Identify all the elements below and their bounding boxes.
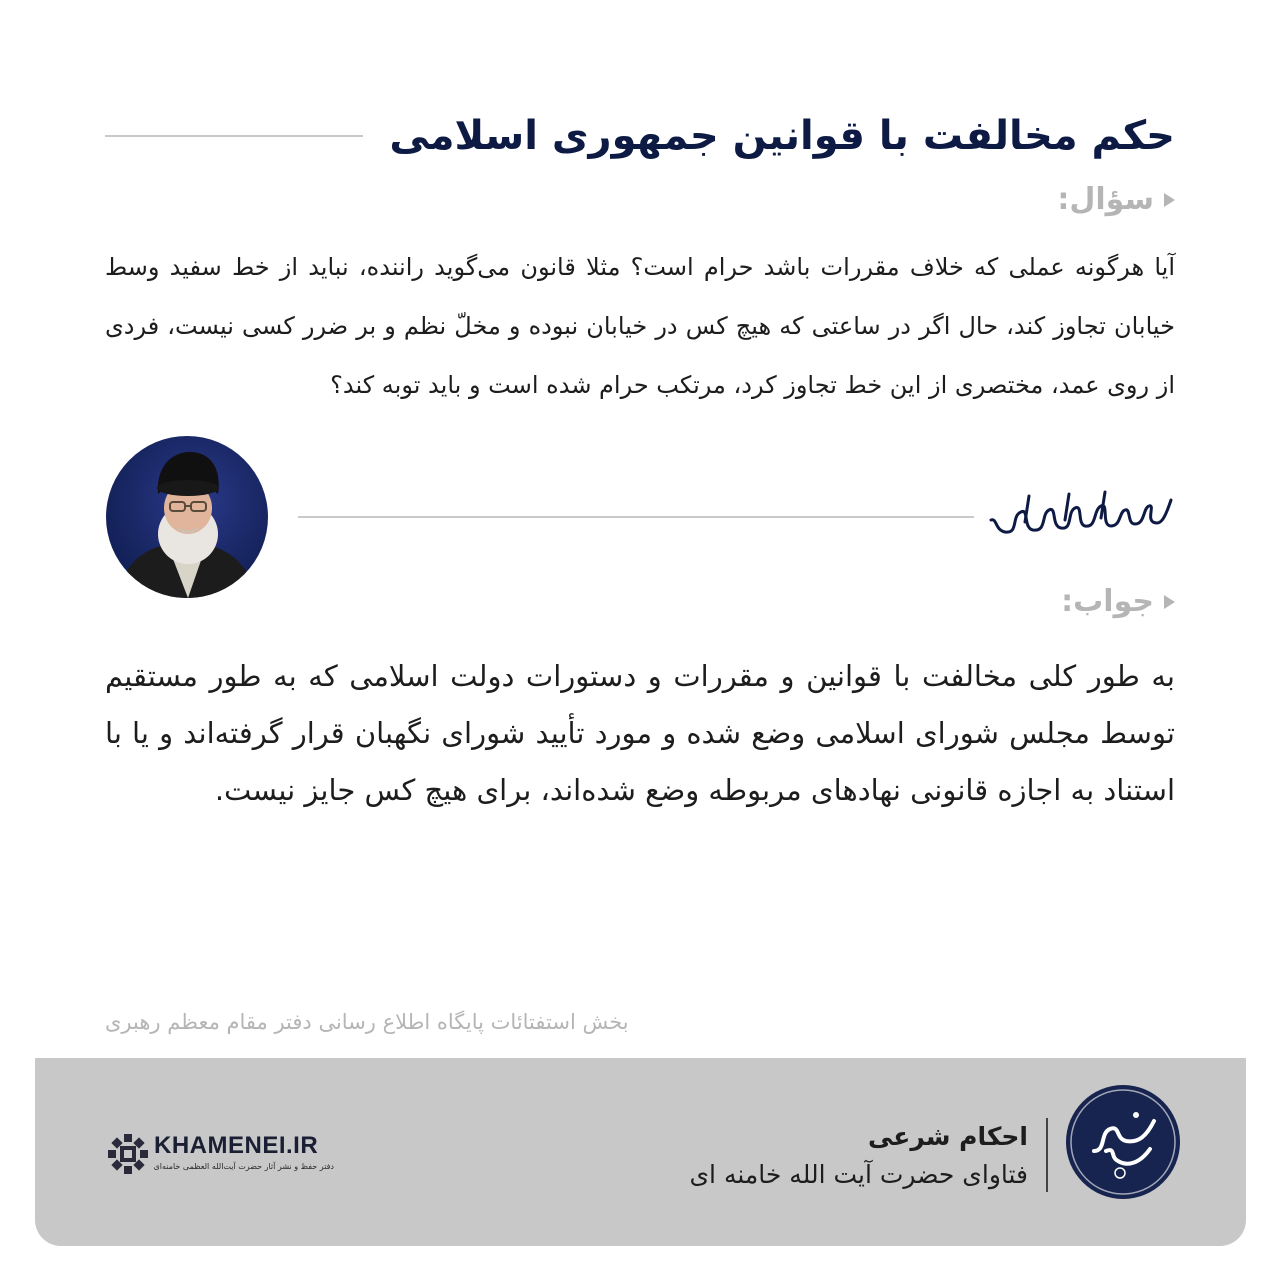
source-credit: بخش استفتائات پایگاه اطلاع رسانی دفتر مقام معظم رهبری: [105, 1010, 629, 1034]
answer-label-text: جواب:: [1061, 584, 1154, 619]
answer-label: [1061, 584, 1175, 619]
portrait-image: [106, 436, 268, 598]
bismillah-calligraphy-svg: [985, 482, 1177, 544]
footer-category: احکام شرعی: [867, 1122, 1028, 1151]
footer-subtitle: فتاوای حضرت آیت الله خامنه ای: [689, 1160, 1028, 1189]
fiqh-logo-icon: [1066, 1085, 1180, 1199]
title-divider: [105, 135, 363, 137]
fiqh-logo: [1066, 1085, 1180, 1199]
triangle-icon: [1164, 193, 1175, 207]
bismillah-divider: [298, 516, 974, 518]
answer-text: به طور کلی مخالفت با قوانین و مقررات و دستورات دولت اسلامی که به طور مستقیم توسط مجلس شورای اسلامی وضع شده و مورد تأیید شورای نگهبان قرار گرفته‌اند و یا با استناد به اجازه قانونی نهادهای مربوطه وضع شده‌اند، برای هیچ کس جایز نیست.: [105, 659, 1175, 807]
question-label-text: سؤال:: [1057, 182, 1154, 217]
question-text: آیا هرگونه عملی که خلاف مقررات باشد حرام است؟ مثلا قانون می‌گوید راننده، نباید از خط سفید وسط خیابان تجاوز کند، حال اگر در ساعتی که هیچ کس در خیابان نبوده و مخلّ نظم و بر ضرر کسی نیست، فردی از روی عمد، مختصری از این خط تجاوز کرد، مرتکب حرام شده است و باید توبه کند؟: [105, 253, 1175, 399]
footer-divider: [1046, 1118, 1048, 1192]
brand-logo: [106, 1130, 336, 1180]
portrait-illustration: [106, 436, 268, 598]
question-label: [1057, 182, 1175, 217]
title-row: [105, 104, 1175, 168]
brand-name: KHAMENEI.IR: [154, 1132, 319, 1159]
page-title: حکم مخالفت با قوانین جمهوری اسلامی: [389, 113, 1175, 159]
triangle-icon: [1164, 595, 1175, 609]
khamenei-star-icon: [106, 1132, 150, 1176]
bismillah-calligraphy: [985, 482, 1177, 544]
brand-subtitle: دفتر حفظ و نشر آثار حضرت آیت‌الله العظمی خامنه‌ای: [153, 1162, 334, 1171]
footer-text: [689, 1118, 1028, 1194]
